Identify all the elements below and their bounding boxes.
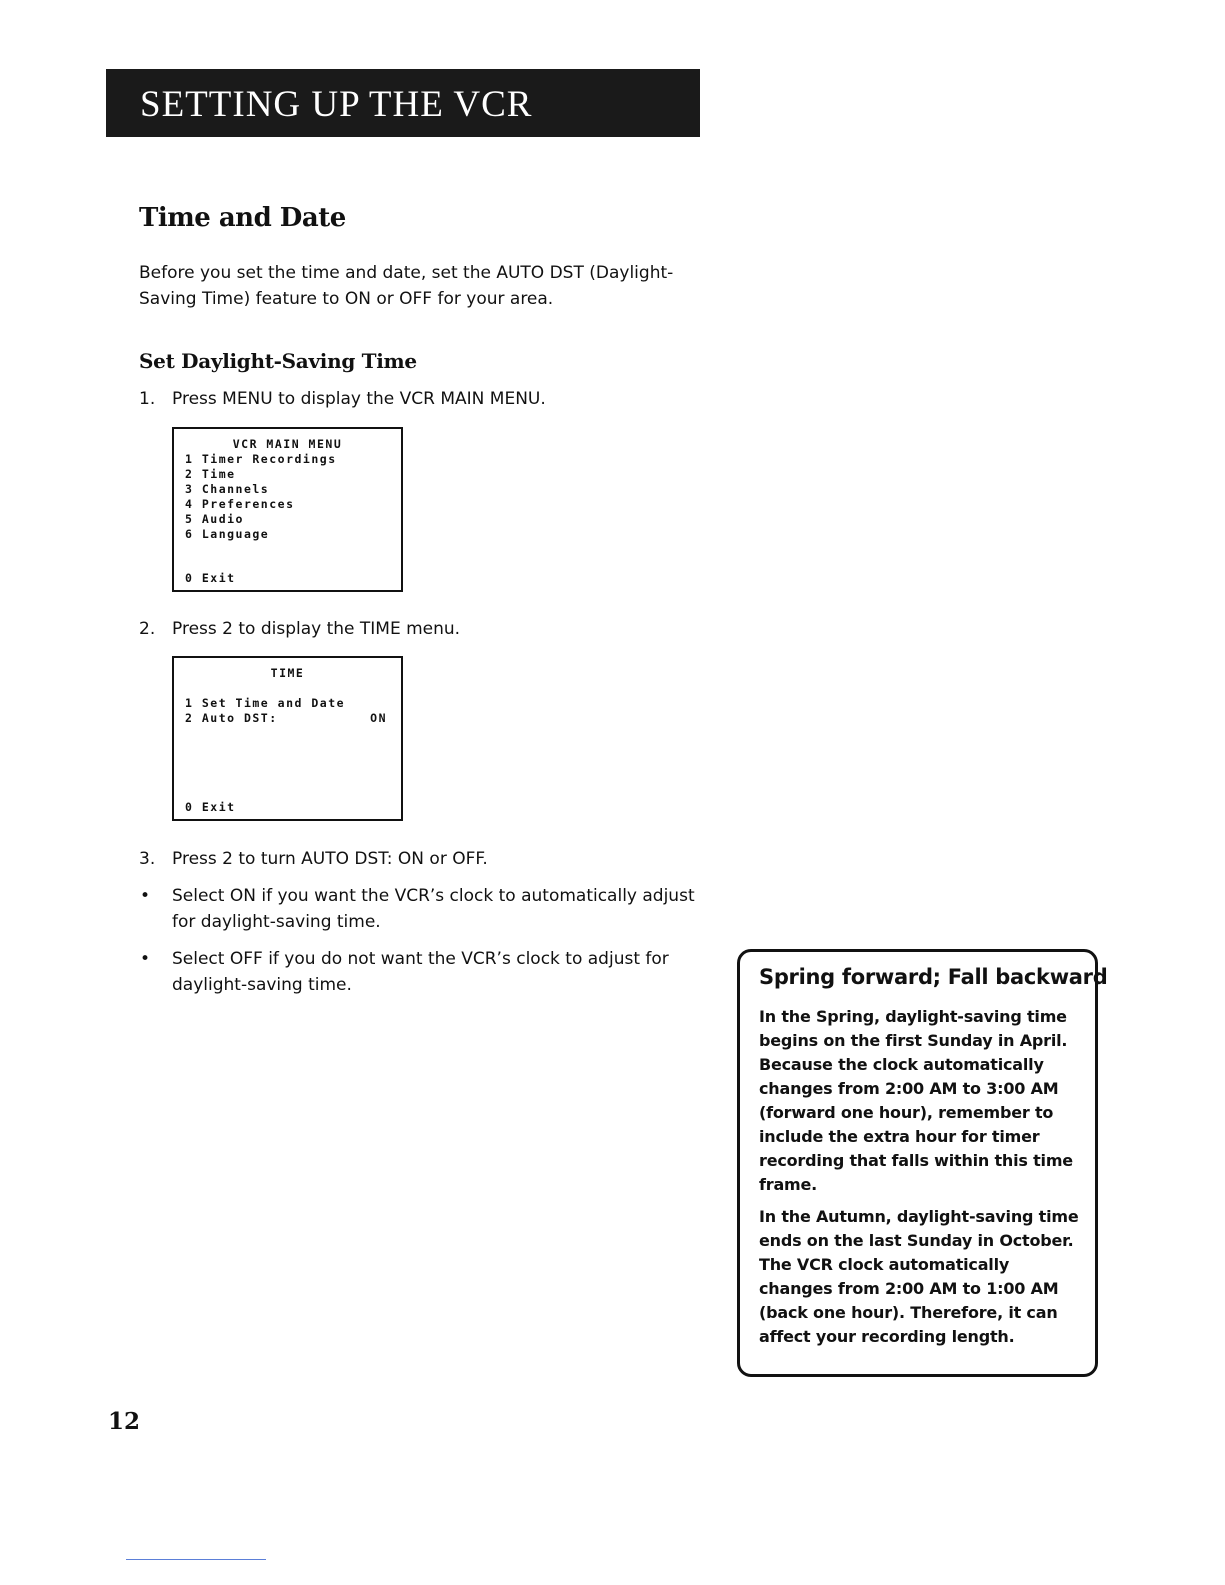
bullet-text: Select ON if you want the VCR’s clock to automatically adjust for daylight-saving time. [172, 886, 695, 932]
time-menu-screen [172, 656, 403, 821]
intro-paragraph: Before you set the time and date, set the AUTO DST (Daylight-Saving Time) feature to ON or OFF for your area. [139, 263, 674, 309]
step-3 [139, 846, 488, 872]
section-title: Time and Date [139, 203, 346, 233]
bullet-dot-icon: • [140, 949, 151, 969]
menu-item: 2 Auto DST: [185, 711, 278, 725]
menu-item: 2 Time [185, 467, 236, 481]
menu-item: 1 Timer Recordings [185, 452, 337, 466]
banner-title: SETTING UP THE VCR [140, 84, 533, 125]
menu-item: 1 Set Time and Date [185, 696, 346, 710]
callout-title: Spring forward; Fall backward [759, 965, 1108, 989]
menu-item: 4 Preferences [185, 497, 295, 511]
menu-title: TIME [270, 666, 305, 680]
header-banner [106, 69, 700, 137]
callout-paragraph-autumn: In the Autumn, daylight-saving time ends on the last Sunday in October. The VCR clock automatically changes from 2:00 AM to 1:00 AM (back one hour). Therefore, it can affect your recording length. [759, 1207, 1079, 1346]
menu-item: 6 Language [185, 527, 270, 541]
step-number: 2. [139, 619, 156, 639]
menu-title: VCR MAIN MENU [232, 437, 343, 451]
subsection-title: Set Daylight-Saving Time [139, 349, 417, 373]
step-number: 3. [139, 849, 156, 869]
menu-item: 5 Audio [185, 512, 244, 526]
step-text: Press 2 to display the TIME menu. [172, 619, 461, 639]
step-2 [139, 616, 460, 642]
bullet-on [139, 883, 709, 935]
auto-dst-value: ON [370, 711, 387, 725]
vcr-main-menu-screen [172, 427, 403, 592]
tip-callout-box [737, 949, 1108, 1377]
bullet-dot-icon: • [140, 886, 151, 906]
step-text: Press 2 to turn AUTO DST: ON or OFF. [172, 849, 488, 869]
page-number: 12 [108, 1408, 141, 1435]
footer-rule [126, 1559, 266, 1560]
bullet-off [139, 946, 709, 998]
menu-item: 3 Channels [185, 482, 270, 496]
menu-exit: 0 Exit [185, 800, 236, 814]
step-text: Press MENU to display the VCR MAIN MENU. [172, 389, 546, 409]
step-number: 1. [139, 389, 156, 409]
menu-exit: 0 Exit [185, 571, 236, 585]
callout-paragraph-spring: In the Spring, daylight-saving time begins on the first Sunday in April. Because the clock automatically changes from 2:00 AM to 3:00 AM (forward one hour), remember to include the extra hour for timer recording that falls within this time frame. [759, 1007, 1073, 1194]
step-1 [139, 386, 546, 412]
bullet-text: Select OFF if you do not want the VCR’s clock to adjust for daylight-saving time. [172, 949, 669, 995]
